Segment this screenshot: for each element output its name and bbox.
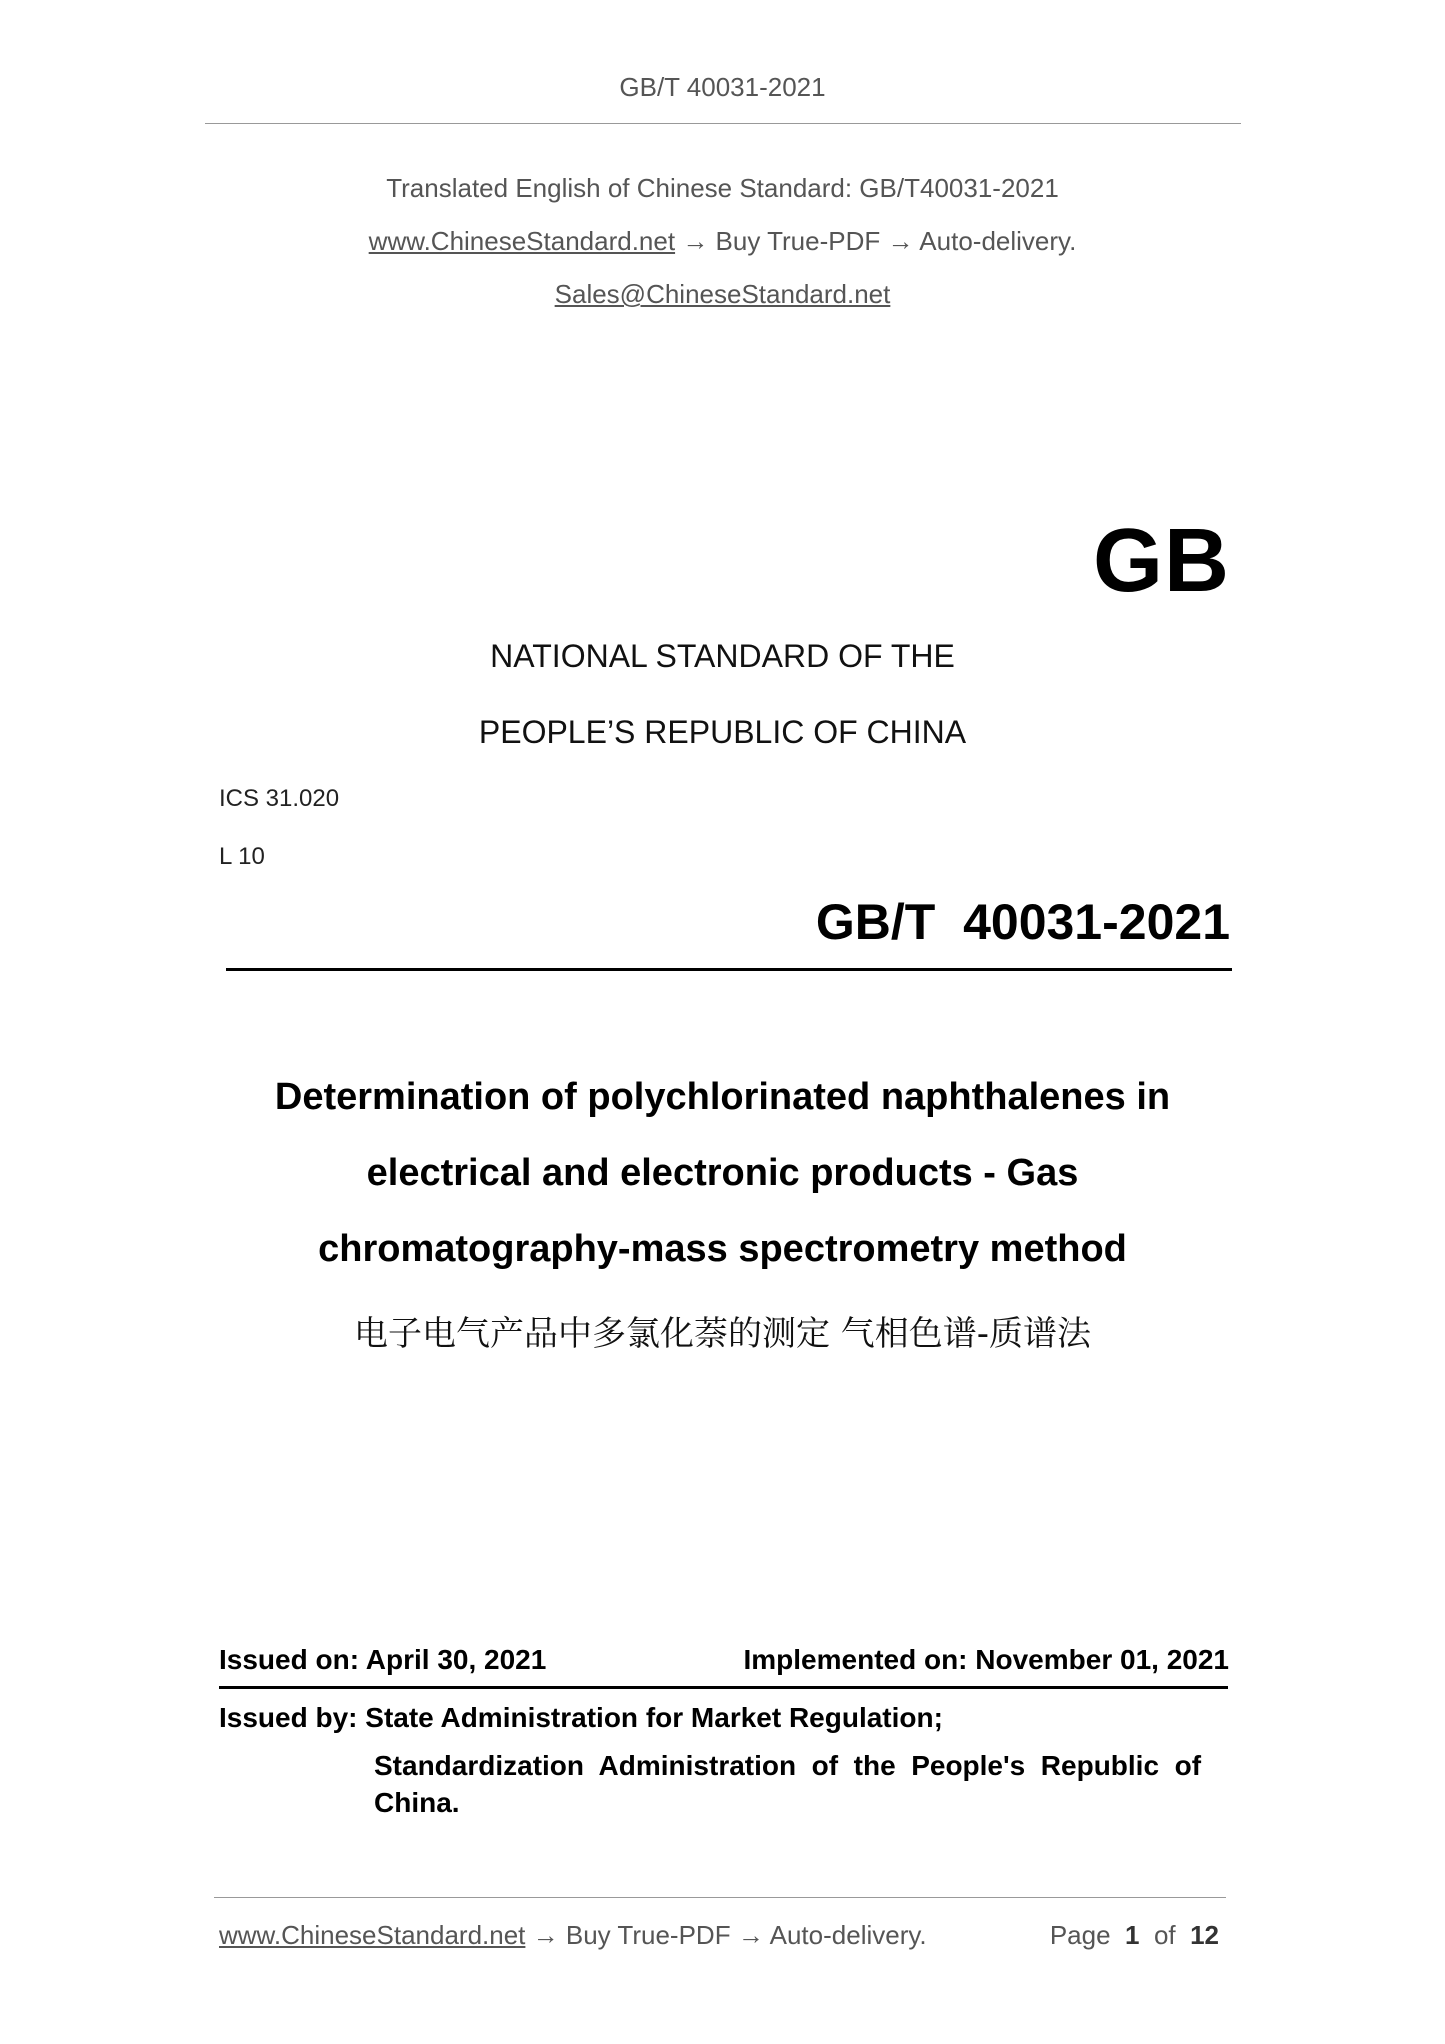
page-indicator [1050, 1920, 1219, 1951]
title-line3: chromatography-mass spectrometry method [318, 1228, 1127, 1270]
issued-by [219, 1702, 943, 1734]
banner-line1: Translated English of Chinese Standard: GB/T40031-2021 [386, 173, 1059, 203]
page-number: 1 [1125, 1920, 1140, 1950]
gb-mark: GB [1093, 511, 1230, 611]
national-standard-line2: PEOPLE’S REPUBLIC OF CHINA [478, 714, 967, 750]
issuer-2-line1: Standardization Administration of the People's Republic of [374, 1750, 1202, 1781]
issued-on: Issued on: April 30, 2021 [219, 1644, 547, 1675]
email-link[interactable]: Sales@ChineseStandard.net [554, 279, 891, 309]
issue-rule [219, 1686, 1228, 1689]
footer-left [219, 1920, 927, 1951]
page-label: Page [1049, 1920, 1111, 1950]
standard-number: GB/T 40031-2021 [815, 894, 1230, 950]
ics-code: ICS 31.020 [219, 785, 340, 812]
implemented-on: Implemented on: November 01, 2021 [743, 1644, 1229, 1675]
arrow-right-icon: → [532, 1920, 559, 1950]
header-divider [205, 123, 1241, 124]
arrow-right-icon: → [887, 226, 914, 256]
ccs-code: L 10 [219, 843, 265, 870]
footer-divider [214, 1897, 1226, 1898]
footer-buy-text: Buy True-PDF [565, 1920, 731, 1950]
footer-delivery-text: Auto-delivery. [769, 1920, 927, 1950]
banner-line2 [0, 226, 1445, 257]
auto-delivery-text: Auto-delivery. [919, 226, 1077, 256]
arrow-right-icon: → [682, 226, 709, 256]
page-total: 12 [1190, 1920, 1219, 1950]
buy-true-pdf-text: Buy True-PDF [715, 226, 881, 256]
title-line1: Determination of polychlorinated naphthalenes in [274, 1076, 1171, 1118]
issuer-2-line2: China. [374, 1787, 460, 1818]
issued-by-label: Issued by: [219, 1702, 358, 1733]
arrow-right-icon: → [737, 1920, 764, 1950]
running-header [0, 72, 1445, 103]
standard-number-rule [226, 968, 1232, 971]
footer-site-link[interactable]: www.ChineseStandard.net [219, 1920, 526, 1950]
national-standard-line1: NATIONAL STANDARD OF THE [490, 638, 955, 674]
title-line2: electrical and electronic products - Gas [366, 1152, 1079, 1194]
title-chinese: 电子电气产品中多氯化萘的测定 气相色谱-质谱法 [353, 1314, 1092, 1354]
issuer-1: State Administration for Market Regulation; [365, 1702, 943, 1733]
header-doc-id: GB/T 40031-2021 [619, 72, 826, 102]
banner-line3 [0, 279, 1445, 310]
of-label: of [1153, 1920, 1176, 1950]
site-link[interactable]: www.ChineseStandard.net [368, 226, 676, 256]
